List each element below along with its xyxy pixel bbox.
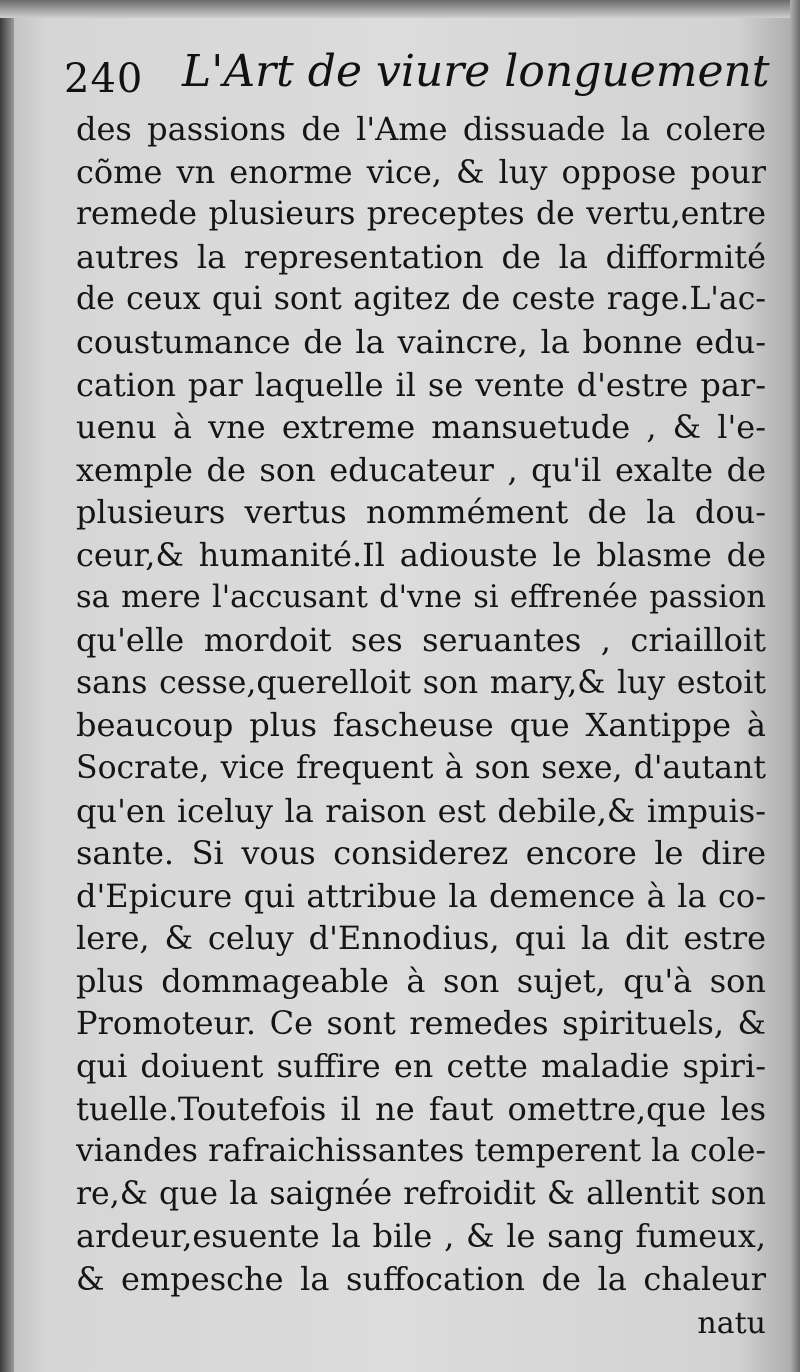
running-title: L'Art de viure longuement xyxy=(182,46,770,97)
text-line: re,& que la saignée refroidit & allentit son xyxy=(76,1175,766,1212)
body-text xyxy=(76,108,766,1301)
page-left-edge xyxy=(0,0,14,1372)
text-line: de ceux qui sont agitez de ceste rage.L'ac- xyxy=(76,281,766,318)
text-line: plusieurs vertus nommément de la dou- xyxy=(76,493,766,532)
page-number: 240 xyxy=(64,56,144,102)
text-line: d'Epicure qui attribue la demence à la co- xyxy=(76,876,766,915)
text-line: cõme vn enorme vice, & luy oppose pour xyxy=(76,152,766,191)
catchword: natu xyxy=(697,1306,766,1341)
text-line: Socrate, vice frequent à son sexe, d'autant xyxy=(76,749,766,786)
text-line: beaucoup plus fascheuse que Xantippe à xyxy=(76,706,766,745)
page-header xyxy=(64,46,770,102)
page-right-edge xyxy=(790,0,800,1372)
text-line: des passions de l'Ame dissuade la colere xyxy=(76,110,766,148)
text-line: plus dommageable à son sujet, qu'à son xyxy=(76,961,766,1000)
text-line: remede plusieurs preceptes de vertu,entre xyxy=(76,196,766,233)
text-line: ardeur,esuente la bile , & le sang fumeux, xyxy=(76,1217,766,1256)
text-line: uenu à vne extreme mansuetude , & l'e- xyxy=(76,408,766,447)
text-line: xemple de son educateur , qu'il exalte de xyxy=(76,450,766,489)
text-line: qu'en iceluy la raison est debile,& impuis- xyxy=(76,791,766,830)
text-line: qui doiuent suffire en cette maladie spiri- xyxy=(76,1047,766,1086)
text-line: & empesche la suffocation de la chaleur xyxy=(76,1260,766,1299)
text-line: lere, & celuy d'Ennodius, qui la dit estre xyxy=(76,919,766,958)
text-line: cation par laquelle il se vente d'estre par- xyxy=(76,365,766,404)
text-line: Promoteur. Ce sont remedes spirituels, & xyxy=(76,1004,766,1043)
text-line: sa mere l'accusant d'vne si effrenée passion xyxy=(76,579,766,615)
text-line: autres la representation de la difformité xyxy=(76,237,766,276)
page-top-edge xyxy=(0,0,800,18)
text-line: sans cesse,querelloit son mary,& luy estoit xyxy=(76,664,766,701)
text-line: coustumance de la vaincre, la bonne edu- xyxy=(76,322,766,361)
text-line: ceur,& humanité.Il adiouste le blasme de xyxy=(76,535,766,574)
text-line: qu'elle mordoit ses seruantes , criailloit xyxy=(76,621,766,660)
text-line: viandes rafraichissantes temperent la cole- xyxy=(76,1133,766,1170)
text-line: sante. Si vous considerez encore le dire xyxy=(76,834,766,873)
text-line: tuelle.Toutefois il ne faut omettre,que les xyxy=(76,1089,766,1128)
